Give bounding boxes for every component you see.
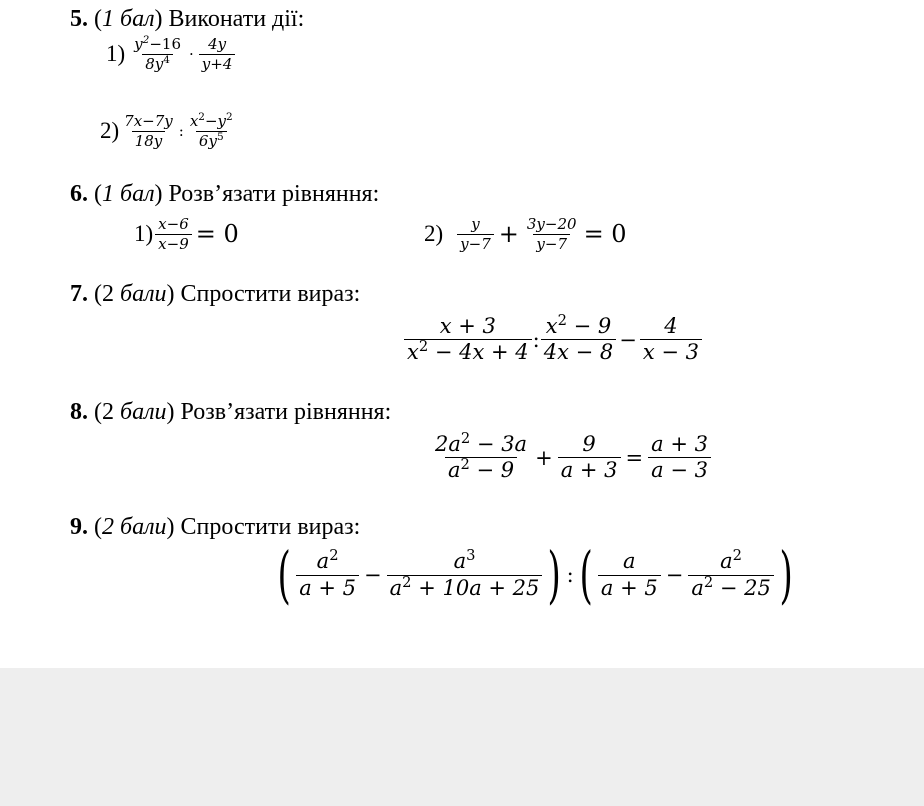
equals-zero: = 0: [583, 220, 627, 248]
task-number: 9.: [70, 514, 88, 540]
task-5-item-1: [106, 36, 235, 72]
operator: :: [532, 327, 540, 352]
task-7-expression: [404, 311, 702, 365]
task-instruction: Виконати дії:: [162, 6, 305, 32]
task-instruction: Спростити вираз:: [174, 514, 361, 540]
right-paren: ): [779, 538, 793, 611]
points-label: бали: [120, 399, 167, 425]
item-label: 2): [424, 221, 444, 246]
points-label: 1 бал: [102, 6, 155, 32]
points-close: ): [166, 281, 175, 307]
task-9-expression: [272, 538, 798, 611]
operator: :: [178, 122, 184, 140]
task-number: 5.: [70, 6, 88, 32]
task-5-heading: [70, 5, 304, 33]
points-label: 2 бали: [102, 514, 167, 540]
task-9-heading: [70, 513, 360, 541]
equals-zero: = 0: [195, 220, 239, 248]
task-5-item-2: [100, 113, 236, 149]
item-label: 1): [134, 221, 154, 246]
item-label: 2): [100, 118, 120, 143]
left-paren: (: [579, 538, 593, 611]
fraction: $\frac{y}{y-7}$: [457, 216, 494, 252]
fraction: $\frac{a^2}{a^2 - 25}$: [688, 550, 774, 599]
operator: −: [364, 563, 382, 587]
fraction: $\frac{x-6}{x-9}$: [155, 216, 192, 252]
task-instruction: Спростити вираз:: [174, 281, 361, 307]
task-number: 6.: [70, 181, 88, 207]
task-8-heading: [70, 398, 391, 426]
points-open: (2: [94, 399, 120, 425]
task-6-heading: [70, 180, 379, 208]
task-instruction: Розв’язати рівняння:: [174, 399, 392, 425]
points-close: ): [166, 399, 175, 425]
operator: −: [665, 563, 684, 587]
fraction: $\frac{a + 3}{a - 3}$: [648, 433, 711, 482]
fraction: $\frac{2a^2 - 3a}{a^2 - 9}$: [435, 429, 528, 483]
points-close: ): [166, 514, 175, 540]
points-close: ): [154, 181, 163, 207]
fraction: $\frac{a}{a + 5}$: [598, 550, 661, 599]
task-instruction: Розв’язати рівняння:: [162, 181, 380, 207]
fraction: $\frac{y^2-16}{8y^4}$: [134, 34, 181, 73]
item-label: 1): [106, 41, 126, 66]
fraction: $\frac{x + 3}{x^2 - 4x + 4}$: [404, 315, 532, 364]
task-6-item-1: [134, 216, 243, 252]
task-7-heading: [70, 280, 360, 308]
fraction: $\frac{x^2-y^2}{6y^5}$: [189, 111, 233, 150]
operator: +: [535, 445, 553, 470]
equals-sign: =: [625, 445, 644, 470]
points-open: (: [94, 181, 102, 207]
task-8-equation: [432, 429, 711, 483]
fraction: $\frac{9}{a + 3}$: [558, 433, 621, 482]
points-open: (2: [94, 281, 120, 307]
task-number: 8.: [70, 399, 88, 425]
empty-footer-area: [0, 668, 924, 806]
fraction: $\frac{7x-7y}{18y}$: [124, 112, 173, 150]
fraction: $\frac{a^3}{a^2 + 10a + 25}$: [387, 550, 543, 599]
points-close: ): [154, 6, 163, 32]
fraction: $\frac{x^2 - 9}{4x - 8}$: [541, 315, 617, 364]
left-paren: (: [277, 538, 291, 611]
points-label: 1 бал: [102, 181, 155, 207]
fraction: $\frac{a^2}{a + 5}$: [296, 550, 359, 599]
operator: −: [619, 327, 637, 352]
points-label: бали: [120, 281, 167, 307]
fraction: $\frac{3y-20}{y-7}$: [526, 215, 577, 253]
operator: ·: [189, 45, 194, 63]
task-6-item-2: [424, 216, 631, 252]
division-colon: :: [566, 563, 574, 587]
fraction: $\frac{4y}{y+4}$: [199, 36, 236, 72]
points-open: (: [94, 6, 102, 32]
points-open: (: [94, 514, 102, 540]
task-number: 7.: [70, 281, 88, 307]
right-paren: ): [547, 538, 562, 611]
operator: +: [498, 220, 519, 248]
fraction: $\frac{4}{x - 3}$: [640, 315, 702, 364]
